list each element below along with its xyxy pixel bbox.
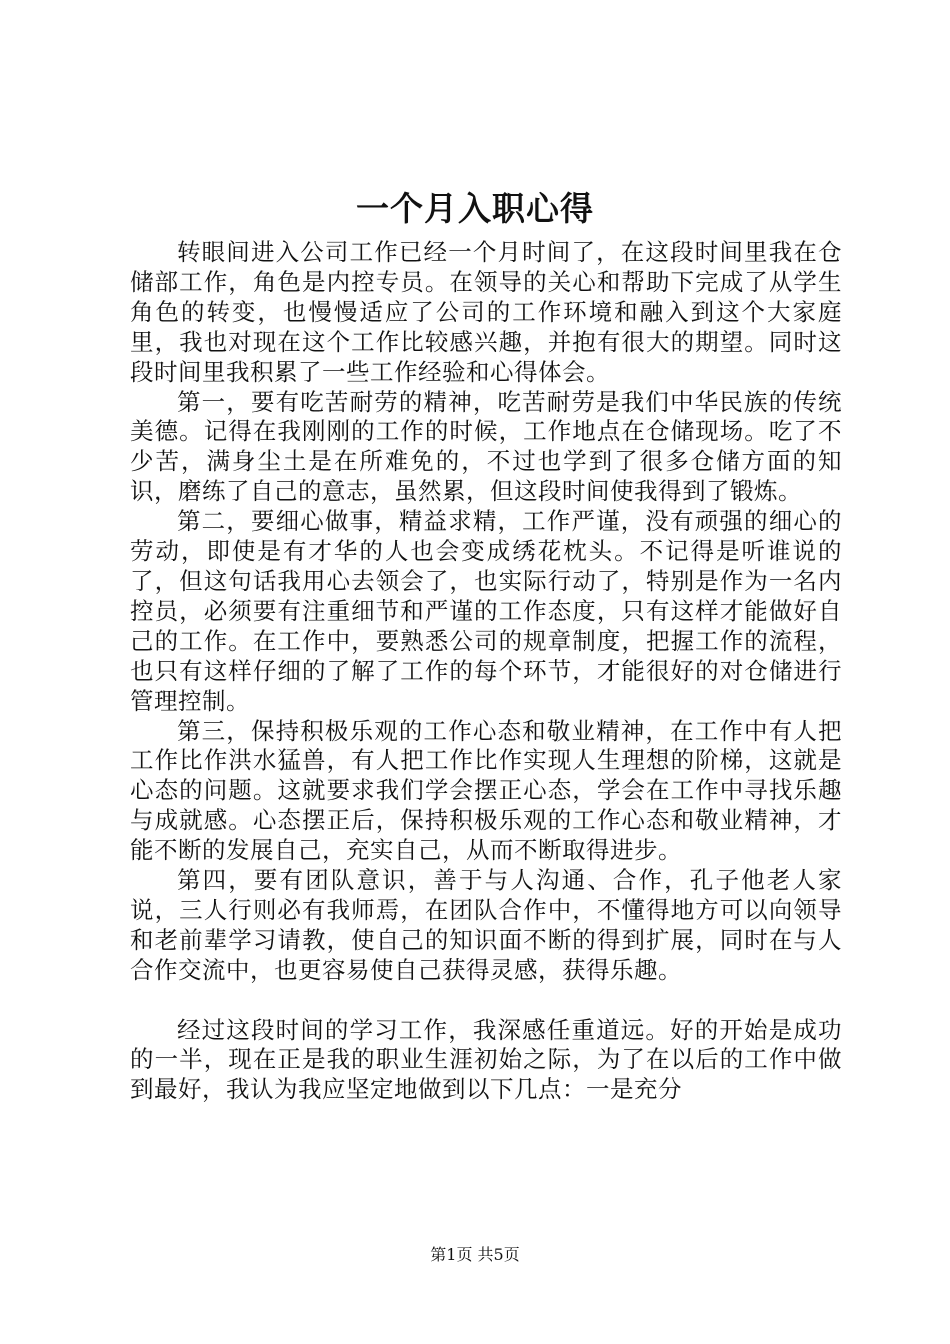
document-body xyxy=(130,238,842,1105)
paragraph-spacer xyxy=(130,986,842,1016)
paragraph-point-3: 第三，保持积极乐观的工作心态和敬业精神，在工作中有人把工作比作洪水猛兽，有人把工作比作实现人生理想的阶梯，这就是心态的问题。这就要求我们学会摆正心态，学会在工作中寻找乐趣与成就感。心态摆正后，保持积极乐观的工作心态和敬业精神，才能不断的发展自己，充实自己，从而不断取得进步。 xyxy=(130,716,842,865)
paragraph-point-2: 第二，要细心做事，精益求精，工作严谨，没有顽强的细心的劳动，即使是有才华的人也会变成绣花枕头。不记得是听谁说的了，但这句话我用心去领会了，也实际行动了，特别是作为一名内控员，必须要有注重细节和严谨的工作态度，只有这样才能做好自己的工作。在工作中，要熟悉公司的规章制度，把握工作的流程，也只有这样仔细的了解了工作的每个环节，才能很好的对仓储进行管理控制。 xyxy=(130,507,842,715)
paragraph-conclusion: 经过这段时间的学习工作，我深感任重道远。好的开始是成功的一半，现在正是我的职业生涯初始之际，为了在以后的工作中做到最好，我认为我应坚定地做到以下几点：一是充分 xyxy=(130,1015,842,1104)
document-title: 一个月入职心得 xyxy=(356,189,594,228)
paragraph-intro: 转眼间进入公司工作已经一个月时间了，在这段时间里我在仓储部工作，角色是内控专员。在领导的关心和帮助下完成了从学生角色的转变，也慢慢适应了公司的工作环境和融入到这个大家庭里，我也对现在这个工作比较感兴趣，并抱有很大的期望。同时这段时间里我积累了一些工作经验和心得体会。 xyxy=(130,238,842,386)
paragraph-point-1: 第一，要有吃苦耐劳的精神，吃苦耐劳是我们中华民族的传统美德。记得在我刚刚的工作的时候，工作地点在仓储现场。吃了不少苦，满身尘土是在所难免的，不过也学到了很多仓储方面的知识，磨练了自己的意志，虽然累，但这段时间使我得到了锻炼。 xyxy=(130,387,842,506)
page-footer: 第1页 共5页 xyxy=(430,1245,520,1264)
paragraph-point-4: 第四，要有团队意识，善于与人沟通、合作，孔子他老人家说，三人行则必有我师焉，在团队合作中，不懂得地方可以向领导和老前辈学习请教，使自己的知识面不断的得到扩展，同时在与人合作交流中，也更容易使自己获得灵感，获得乐趣。 xyxy=(130,866,842,984)
